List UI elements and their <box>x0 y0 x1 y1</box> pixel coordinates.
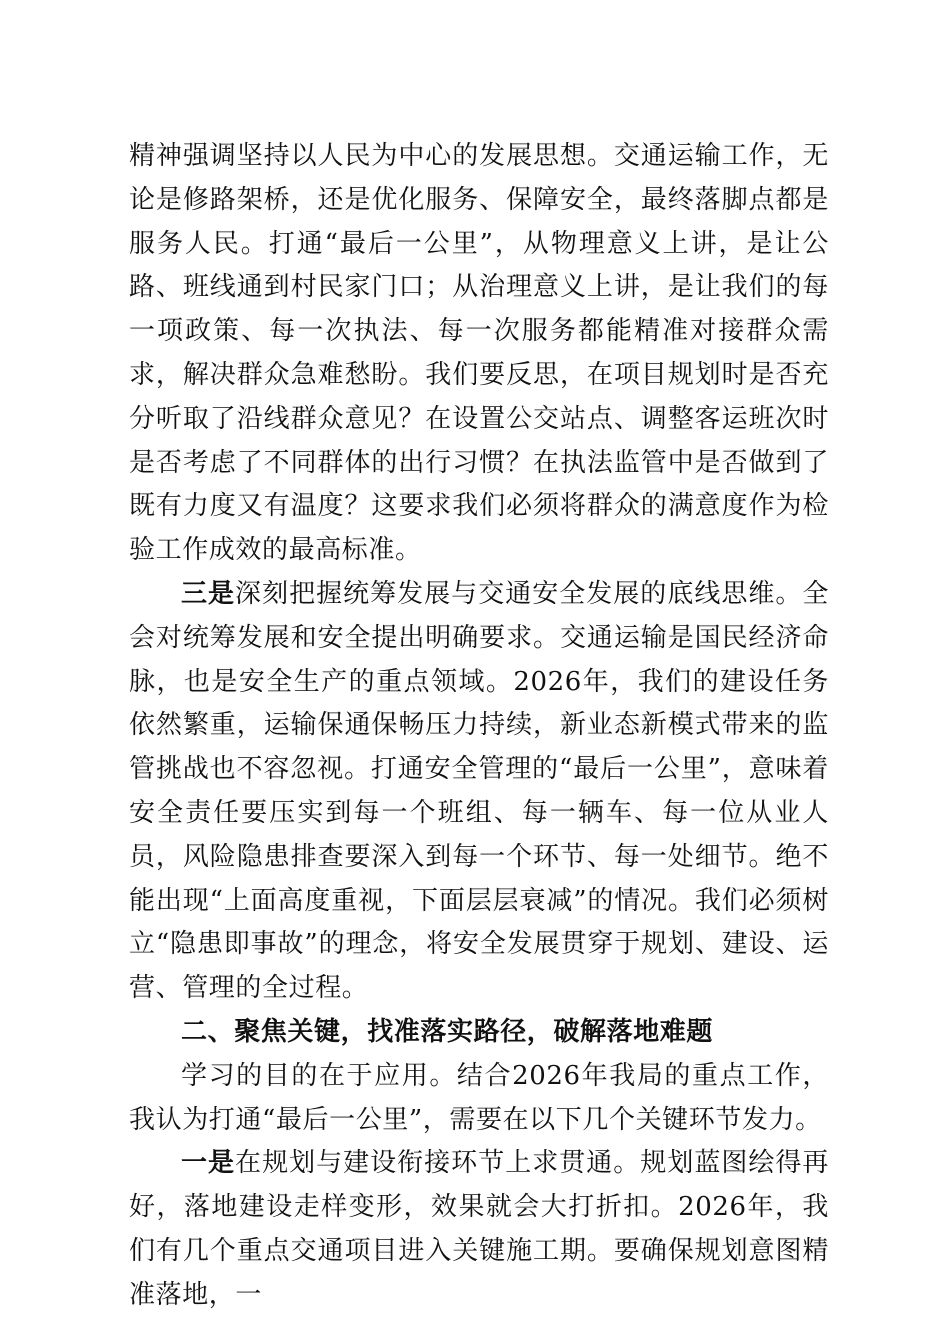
paragraph-1-text: 精神强调坚持以人民为中心的发展思想。交通运输工作，无论是修路架桥，还是优化服务、保障安全，最终落脚点都是服务人民。打通“最后一公里”，从物理意义上讲，是让公路、班线通到村民家门口；从治理意义上讲，是让我们的每一项政策、每一次执法、每一次服务都能精准对接群众需求，解决群众急难愁盼。我们要反思，在项目规划时是否充分听取了沿线群众意见？在设置公交站点、调整客运班次时是否考虑了不同群体的出行习惯？在执法监管中是否做到了既有力度又有温度？这要求我们必须将群众的满意度作为检验工作成效的最高标准。 <box>129 141 829 566</box>
paragraph-4-text: 在规划与建设衔接环节上求贯通。规划蓝图绘得再好，落地建设走样变形，效果就会大打折扣。2026年，我们有几个重点交通项目进入关键施工期。要确保规划意图精准落地，一 <box>129 1148 830 1310</box>
paragraph-4-lead: 一是 <box>181 1148 236 1179</box>
paragraph-2-lead: 三是 <box>181 578 236 609</box>
paragraph-3 <box>129 1055 829 1143</box>
paragraph-3-text: 学习的目的在于应用。结合2026年我局的重点工作，我认为打通“最后一公里”，需要在以下几个关键环节发力。 <box>129 1060 829 1135</box>
paragraph-4 <box>129 1142 829 1317</box>
document-body <box>129 135 829 1318</box>
paragraph-2-text: 深刻把握统筹发展与交通安全发展的底线思维。全会对统筹发展和安全提出明确要求。交通运输是国民经济命脉，也是安全生产的重点领域。2026年，我们的建设任务依然繁重，运输保通保畅压力持续，新业态新模式带来的监管挑战也不容忽视。打通安全管理的“最后一公里”，意味着安全责任要压实到每一个班组、每一辆车、每一位从业人员，风险隐患排查要深入到每一个环节、每一处细节。绝不能出现“上面高度重视，下面层层衰减”的情况。我们必须树立“隐患即事故”的理念，将安全发展贯穿于规划、建设、运营、管理的全过程。 <box>129 578 830 1004</box>
paragraph-2 <box>129 573 829 1011</box>
paragraph-1 <box>129 135 829 573</box>
section-heading: 二、聚焦关键，找准落实路径，破解落地难题 <box>181 1016 714 1047</box>
